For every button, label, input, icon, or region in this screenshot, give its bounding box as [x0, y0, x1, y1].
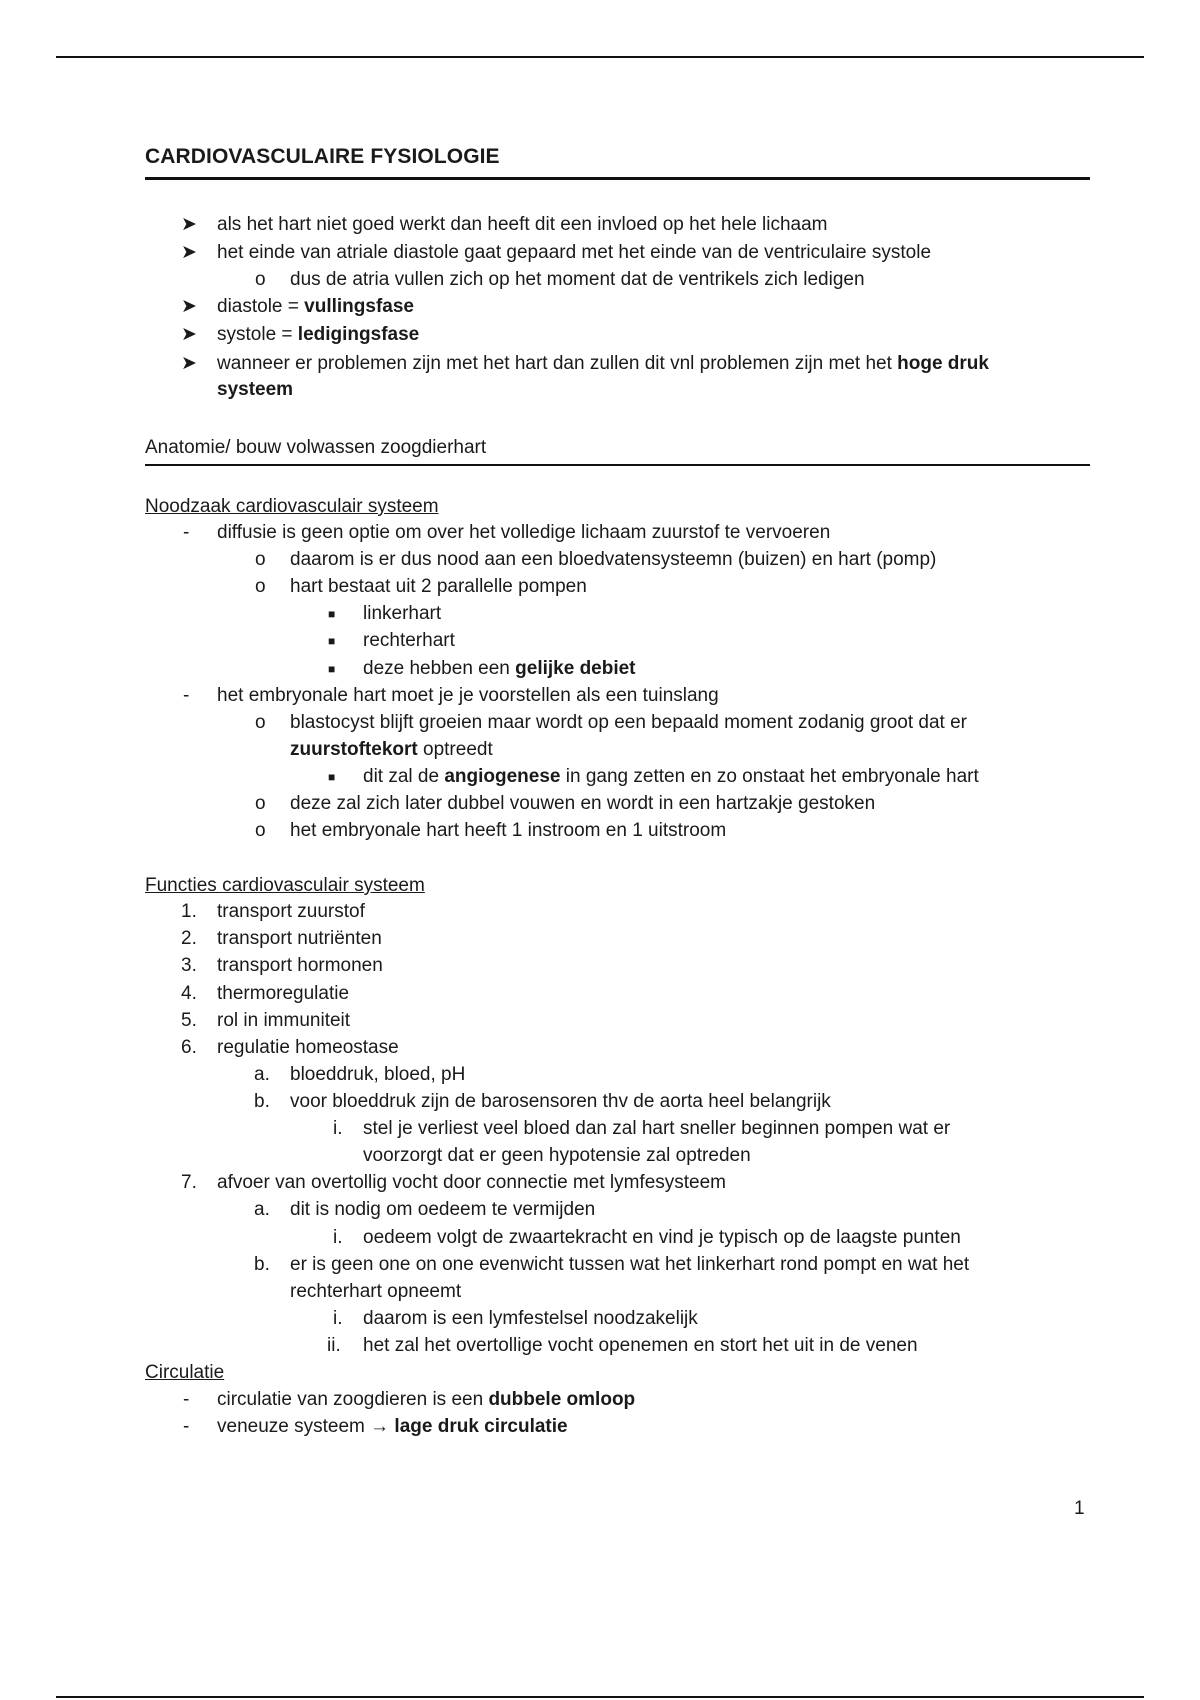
header-rule — [56, 56, 1144, 58]
dash-bullet-icon: - — [183, 685, 190, 706]
dash-bullet-icon: - — [183, 1416, 190, 1437]
noodzaak-item-1b-2: rechterhart — [363, 630, 455, 651]
list-number: 3. — [181, 955, 197, 976]
circulatie-heading: Circulatie — [145, 1362, 225, 1383]
noodzaak-item-2a-continuation — [290, 738, 493, 762]
noodzaak-item-1: diffusie is geen optie om over het volledige lichaam zuurstof te vervoeren — [217, 522, 831, 543]
page-title: CARDIOVASCULAIRE FYSIOLOGIE — [145, 145, 1090, 180]
noodzaak-item-2: het embryonale hart moet je je voorstellen als een tuinslang — [217, 685, 719, 706]
functies-item-1: transport zuurstof — [217, 901, 365, 922]
optreedt-text: optreedt — [417, 739, 493, 760]
functies-item-3: transport hormonen — [217, 955, 383, 976]
circle-bullet-icon: o — [255, 712, 266, 733]
functies-item-7b-i: daarom is een lymfestelsel noodzakelijk — [363, 1308, 698, 1329]
list-letter: b. — [254, 1254, 270, 1275]
angiogenese-post: in gang zetten en zo onstaat het embryonale hart — [560, 766, 979, 787]
dash-bullet-icon: - — [183, 1389, 190, 1410]
circulatie-item-2-text: veneuze systeem — [217, 1416, 371, 1437]
arrow-bullet-icon: ➤ — [181, 242, 197, 263]
list-number: 7. — [181, 1172, 197, 1193]
angiogenese-pre: dit zal de — [363, 766, 445, 787]
noodzaak-item-2a: blastocyst blijft groeien maar wordt op een bepaald moment zodanig groot dat er — [290, 712, 968, 733]
lage-druk-term: lage druk circulatie — [394, 1416, 568, 1437]
zuurstoftekort-term: zuurstoftekort — [290, 739, 418, 760]
right-arrow-icon: → — [370, 1416, 390, 1437]
noodzaak-item-1a: daarom is er dus nood aan een bloedvatensysteemn (buizen) en hart (pomp) — [290, 549, 937, 570]
noodzaak-item-1b: hart bestaat uit 2 parallelle pompen — [290, 576, 587, 597]
list-roman: ii. — [327, 1335, 341, 1356]
arrow-bullet-icon: ➤ — [181, 214, 197, 235]
functies-heading: Functies cardiovasculair systeem — [145, 875, 425, 896]
diastole-term: vullingsfase — [304, 296, 414, 317]
list-number: 5. — [181, 1010, 197, 1031]
circle-bullet-icon: o — [255, 820, 266, 841]
arrow-bullet-icon: ➤ — [181, 324, 197, 345]
noodzaak-item-1b-1: linkerhart — [363, 603, 442, 624]
intro-item-5 — [217, 352, 989, 376]
intro-item-1: als het hart niet goed werkt dan heeft dit een invloed op het hele lichaam — [217, 214, 828, 235]
noodzaak-heading: Noodzaak cardiovasculair systeem — [145, 496, 439, 517]
noodzaak-item-2b: deze zal zich later dubbel vouwen en wordt in een hartzakje gestoken — [290, 793, 876, 814]
functies-item-6b-i: stel je verliest veel bloed dan zal hart sneller beginnen pompen wat er — [363, 1118, 951, 1139]
systole-label: systole = — [217, 324, 298, 345]
intro-item-4 — [217, 323, 419, 347]
functies-item-2: transport nutriënten — [217, 928, 382, 949]
functies-item-6: regulatie homeostase — [217, 1037, 399, 1058]
intro-item-5-text: wanneer er problemen zijn met het hart dan zullen dit vnl problemen zijn met het — [217, 353, 898, 374]
list-roman: i. — [333, 1308, 343, 1329]
list-roman: i. — [333, 1118, 343, 1139]
intro-item-5-continuation: systeem — [217, 379, 294, 400]
debiet-term: gelijke debiet — [515, 658, 636, 679]
functies-item-6b-i-continuation: voorzorgt dat er geen hypotensie zal optreden — [363, 1145, 751, 1166]
list-number: 4. — [181, 983, 197, 1004]
square-bullet-icon: ■ — [328, 662, 336, 676]
circulatie-item-2 — [217, 1415, 568, 1439]
list-number: 2. — [181, 928, 197, 949]
circulatie-item-1 — [217, 1388, 635, 1412]
functies-item-5: rol in immuniteit — [217, 1010, 351, 1031]
dash-bullet-icon: - — [183, 522, 190, 543]
functies-item-7b: er is geen one on one evenwicht tussen wat het linkerhart rond pompt en wat het — [290, 1254, 970, 1275]
intro-item-3 — [217, 295, 414, 319]
debiet-text: deze hebben een — [363, 658, 516, 679]
functies-item-7b-continuation: rechterhart opneemt — [290, 1281, 462, 1302]
circle-bullet-icon: o — [255, 269, 266, 290]
list-roman: i. — [333, 1227, 343, 1248]
list-letter: b. — [254, 1091, 270, 1112]
square-bullet-icon: ■ — [328, 607, 336, 621]
page-number: 1 — [1074, 1498, 1085, 1519]
functies-item-6b: voor bloeddruk zijn de barosensoren thv de aorta heel belangrijk — [290, 1091, 831, 1112]
circulatie-item-1-text: circulatie van zoogdieren is een — [217, 1389, 489, 1410]
diastole-label: diastole = — [217, 296, 305, 317]
square-bullet-icon: ■ — [328, 634, 336, 648]
functies-item-6a: bloeddruk, bloed, pH — [290, 1064, 466, 1085]
noodzaak-item-2c: het embryonale hart heeft 1 instroom en 1 uitstroom — [290, 820, 727, 841]
circle-bullet-icon: o — [255, 549, 266, 570]
noodzaak-item-2a-1 — [363, 765, 979, 789]
list-letter: a. — [254, 1199, 270, 1220]
functies-item-7a-i: oedeem volgt de zwaartekracht en vind je typisch op de laagste punten — [363, 1227, 961, 1248]
list-letter: a. — [254, 1064, 270, 1085]
functies-item-7: afvoer van overtollig vocht door connectie met lymfesysteem — [217, 1172, 727, 1193]
footer-rule — [56, 1696, 1144, 1698]
intro-item-5-bold: hoge druk — [897, 353, 989, 374]
intro-item-2: het einde van atriale diastole gaat gepaard met het einde van de ventriculaire systole — [217, 242, 932, 263]
arrow-bullet-icon: ➤ — [181, 353, 197, 374]
functies-item-7a: dit is nodig om oedeem te vermijden — [290, 1199, 596, 1220]
circle-bullet-icon: o — [255, 793, 266, 814]
square-bullet-icon: ■ — [328, 770, 336, 784]
list-number: 6. — [181, 1037, 197, 1058]
arrow-bullet-icon: ➤ — [181, 296, 197, 317]
list-number: 1. — [181, 901, 197, 922]
circle-bullet-icon: o — [255, 576, 266, 597]
functies-item-4: thermoregulatie — [217, 983, 350, 1004]
noodzaak-item-1b-3 — [363, 657, 636, 681]
functies-item-7b-ii: het zal het overtollige vocht openemen en stort het uit in de venen — [363, 1335, 918, 1356]
angiogenese-term: angiogenese — [444, 766, 561, 787]
section-heading: Anatomie/ bouw volwassen zoogdierhart — [145, 436, 1090, 466]
systole-term: ledigingsfase — [297, 324, 420, 345]
intro-subitem: dus de atria vullen zich op het moment dat de ventrikels zich ledigen — [290, 269, 865, 290]
dubbele-omloop-term: dubbele omloop — [488, 1389, 636, 1410]
